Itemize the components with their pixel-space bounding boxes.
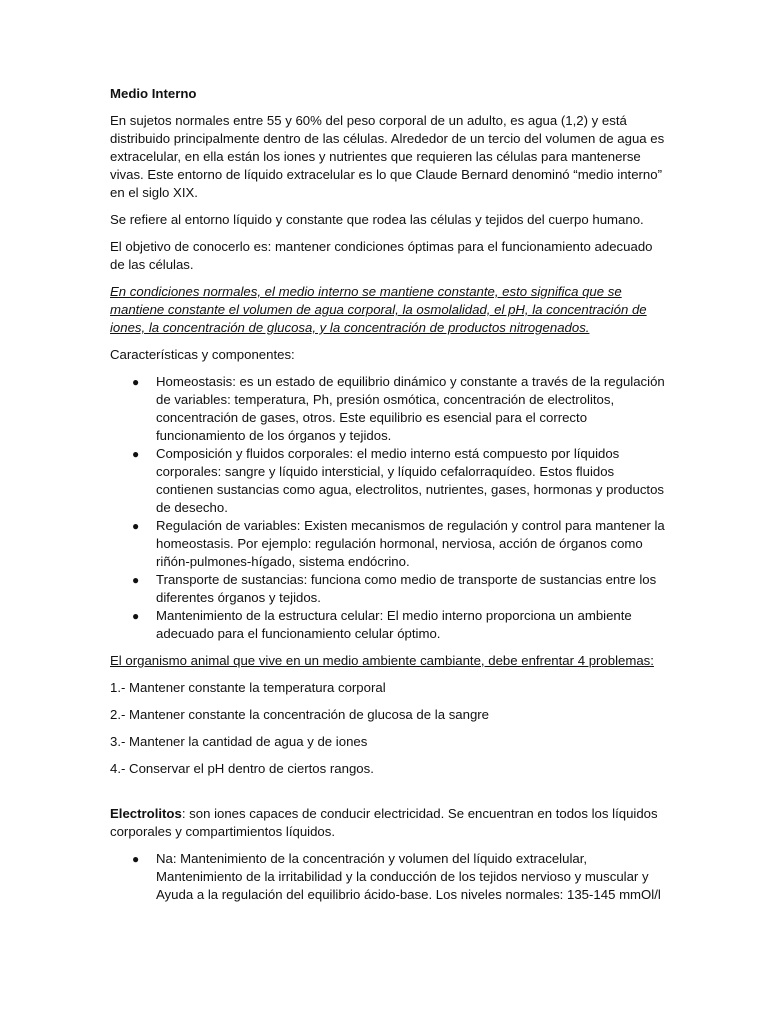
- bullet-icon: ●: [132, 375, 140, 389]
- list-item-text: Homeostasis: es un estado de equilibrio dinámico y constante a través de la regulación de variables: temperatura, Ph, presión osmótica, concentración de electrolitos, concentración de gases, otros. Este equilibrio es esencial para el correcto funcionamiento de los órganos y tejidos.: [156, 374, 665, 443]
- list-item: [110, 517, 668, 571]
- list-item: [110, 445, 668, 517]
- list-item: [110, 607, 668, 643]
- list-item-text: Transporte de sustancias: funciona como medio de transporte de sustancias entre los diferentes órganos y tejidos.: [156, 572, 657, 605]
- list-item: [110, 373, 668, 445]
- problems-heading: El organismo animal que vive en un medio ambiente cambiante, debe enfrentar 4 problemas:: [110, 653, 654, 668]
- bullet-icon: ●: [132, 852, 140, 866]
- electrolitos-paragraph: [110, 805, 668, 841]
- list-item-text: Regulación de variables: Existen mecanismos de regulación y control para mantener la homeostasis. Por ejemplo: regulación hormonal, nerviosa, acción de órganos como riñón-pulmones-hígado, sistema endócrino.: [156, 518, 665, 569]
- spacer: [110, 787, 668, 805]
- electrolitos-definition: : son iones capaces de conducir electricidad. Se encuentran en todos los líquidos corporales y compartimientos líquidos.: [110, 806, 658, 839]
- list-item: [110, 850, 668, 904]
- intro-paragraph: En sujetos normales entre 55 y 60% del peso corporal de un adulto, es agua (1,2) y está distribuido principalmente dentro de las células. Alrededor de un tercio del volumen de agua es extracelular, en ella están los iones y nutrientes que requieren las células para mantenerse vivas. Este entorno de líquido extracelular es lo que Claude Bernard denominó “medio interno” en el siglo XIX.: [110, 113, 665, 200]
- list-item-text: Mantenimiento de la estructura celular: El medio interno proporciona un ambiente adecuado para el funcionamiento celular óptimo.: [156, 608, 632, 641]
- bullet-icon: ●: [132, 609, 140, 623]
- characteristics-heading: Características y componentes:: [110, 347, 295, 362]
- problem-item: 1.- Mantener constante la temperatura corporal: [110, 680, 386, 695]
- problem-item: 2.- Mantener constante la concentración de glucosa de la sangre: [110, 707, 490, 722]
- electrolitos-term: Electrolitos: [110, 806, 182, 821]
- bullet-icon: ●: [132, 519, 140, 533]
- normal-conditions-paragraph: En condiciones normales, el medio interno se mantiene constante, esto significa que se mantiene constante el volumen de agua corporal, la osmolalidad, el pH, la concentración de iones, la concentración de glucosa, y la concentración de productos nitrogenados.: [110, 284, 647, 335]
- definition-paragraph: Se refiere al entorno líquido y constante que rodea las células y tejidos del cuerpo humano.: [110, 212, 644, 227]
- bullet-icon: ●: [132, 447, 140, 461]
- problem-item: 3.- Mantener la cantidad de agua y de iones: [110, 734, 368, 749]
- bullet-icon: ●: [132, 573, 140, 587]
- problem-item: 4.- Conservar el pH dentro de ciertos rangos.: [110, 761, 374, 776]
- list-item-text: Na: Mantenimiento de la concentración y volumen del líquido extracelular, Mantenimiento de la irritabilidad y la conducción de los tejidos nervioso y muscular y Ayuda a la regulación del equilibrio ácido-base. Los niveles normales: 135-145 mmOl/l: [156, 851, 661, 902]
- document-title: Medio Interno: [110, 86, 197, 101]
- characteristics-list: [110, 373, 668, 643]
- electrolitos-list: [110, 850, 668, 904]
- list-item-text: Composición y fluidos corporales: el medio interno está compuesto por líquidos corporales: sangre y líquido intersticial, y líquido cefalorraquídeo. Estos fluidos contienen sustancias como agua, electrolitos, nutrientes, gases, hormonas y productos de desecho.: [156, 446, 665, 515]
- list-item: [110, 571, 668, 607]
- objective-paragraph: El objetivo de conocerlo es: mantener condiciones óptimas para el funcionamiento adecuado de las células.: [110, 239, 653, 272]
